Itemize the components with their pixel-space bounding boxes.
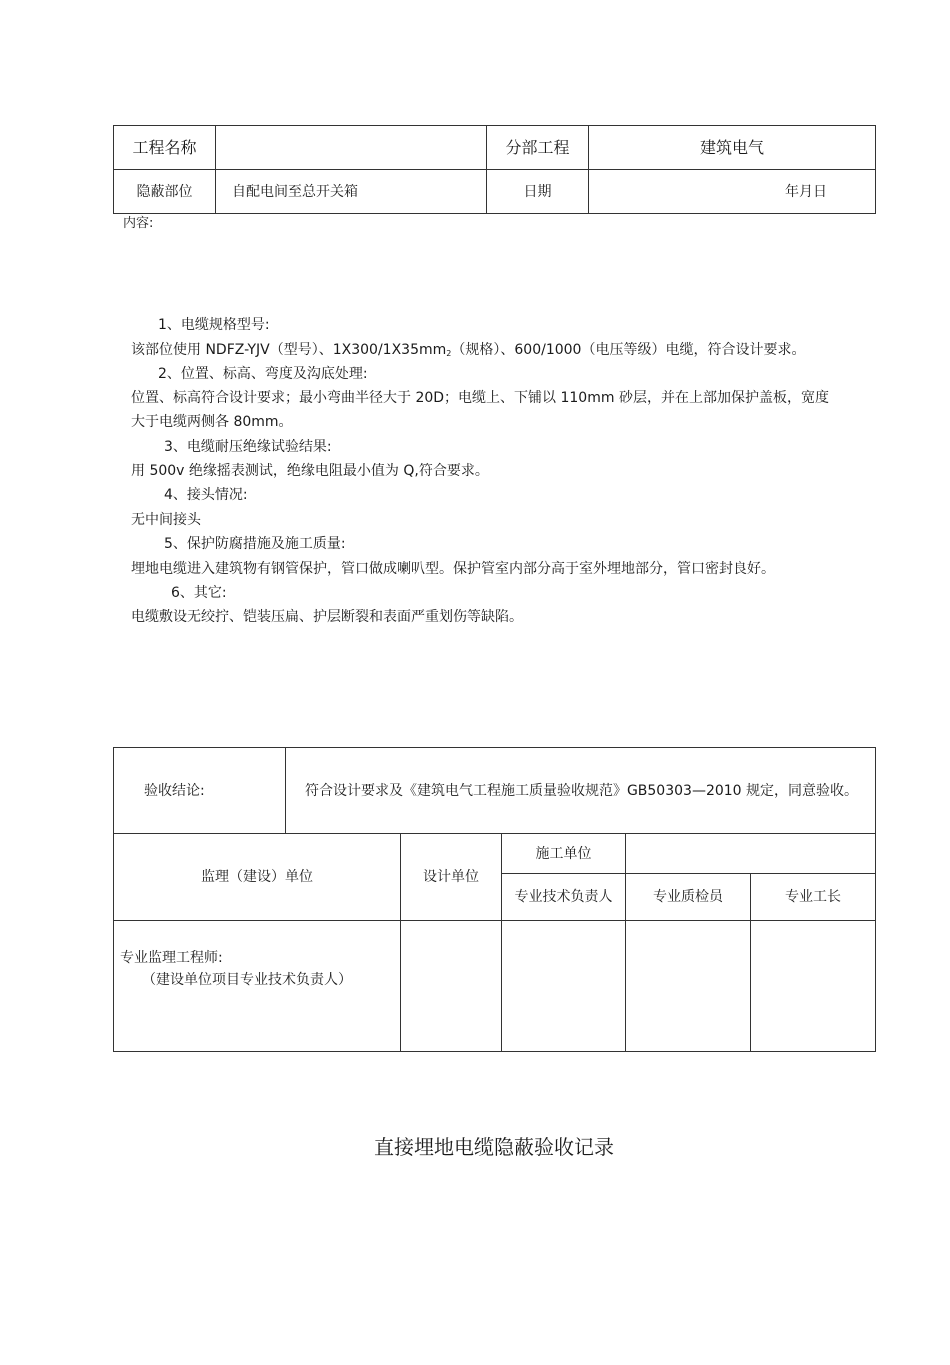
section-3-title: 3、电缆耐压绝缘试验结果: [164,439,332,455]
supervisor-engineer-label: 专业监理工程师: [120,950,223,966]
section-1-title: 1、电缆规格型号: [158,317,270,333]
quality-inspector-header: 专业质检员 [626,874,751,921]
tech-lead-header: 专业技术负责人 [502,874,626,921]
sub-project-value: 建筑电气 [589,126,876,170]
foreman-header: 专业工长 [751,874,876,921]
design-unit-header: 设计单位 [401,834,502,921]
date-label: 日期 [487,170,589,214]
section-2-title: 2、位置、标高、弯度及沟底处理: [158,366,368,382]
content-label: 内容: [123,216,154,231]
section-6-text: 电缆敷设无绞拧、铠装压扁、护层断裂和表面严重划伤等缺陷。 [131,609,523,625]
quality-inspector-signature-cell [626,921,751,1052]
section-5-title: 5、保护防腐措施及施工质量: [164,536,346,552]
construction-unit-header: 施工单位 [502,834,626,874]
tech-lead-signature-cell [502,921,626,1052]
construction-unit-blank [626,834,876,874]
section-1-text [131,340,805,364]
foreman-signature-cell [751,921,876,1052]
conclusion-label: 验收结论: [114,748,286,834]
design-signature-cell [401,921,502,1052]
hidden-part-label: 隐蔽部位 [114,170,216,214]
conclusion-text: 符合设计要求及《建筑电气工程施工质量验收规范》GB50303—2010 规定，同意验收。 [286,748,876,834]
section-4-text: 无中间接头 [131,512,201,528]
owner-tech-lead-label: （建设单位项目专业技术负责人） [142,972,352,988]
date-value: 年月日 [589,170,876,214]
section-6-title: 6、其它: [171,585,227,601]
project-name-label: 工程名称 [114,126,216,170]
section-3-text: 用 500v 绝缘摇表测试，绝缘电阻最小值为 Q,符合要求。 [131,463,489,479]
section-4-title: 4、接头情况: [164,487,248,503]
section-5-text: 埋地电缆进入建筑物有钢管保护，管口做成喇叭型。保护管室内部分高于室外埋地部分，管口密封良好。 [131,561,775,577]
header-table [113,125,876,214]
document-title: 直接埋地电缆隐蔽验收记录 [374,1135,614,1159]
hidden-part-value: 自配电间至总开关箱 [216,170,487,214]
supervision-unit-header: 监理（建设）单位 [114,834,401,921]
sub-project-label: 分部工程 [487,126,589,170]
section-2-text-2: 大于电缆两侧各 80mm。 [131,414,293,430]
project-name-value [216,126,487,170]
signature-table [113,833,876,1052]
section-1-text-sub: 2 [446,349,452,358]
section-1-text-a: 该部位使用 NDFZ-YJV（型号）、1X300/1X35mm [131,342,447,358]
section-2-text-1: 位置、标高符合设计要求；最小弯曲半径大于 20D；电缆上、下铺以 110mm 砂层，并在上部加保护盖板，宽度 [131,390,829,406]
supervisor-signature-cell [114,921,401,1052]
conclusion-table [113,747,876,834]
section-1-text-b: （规格）、600/1000（电压等级）电缆，符合设计要求。 [451,342,806,358]
